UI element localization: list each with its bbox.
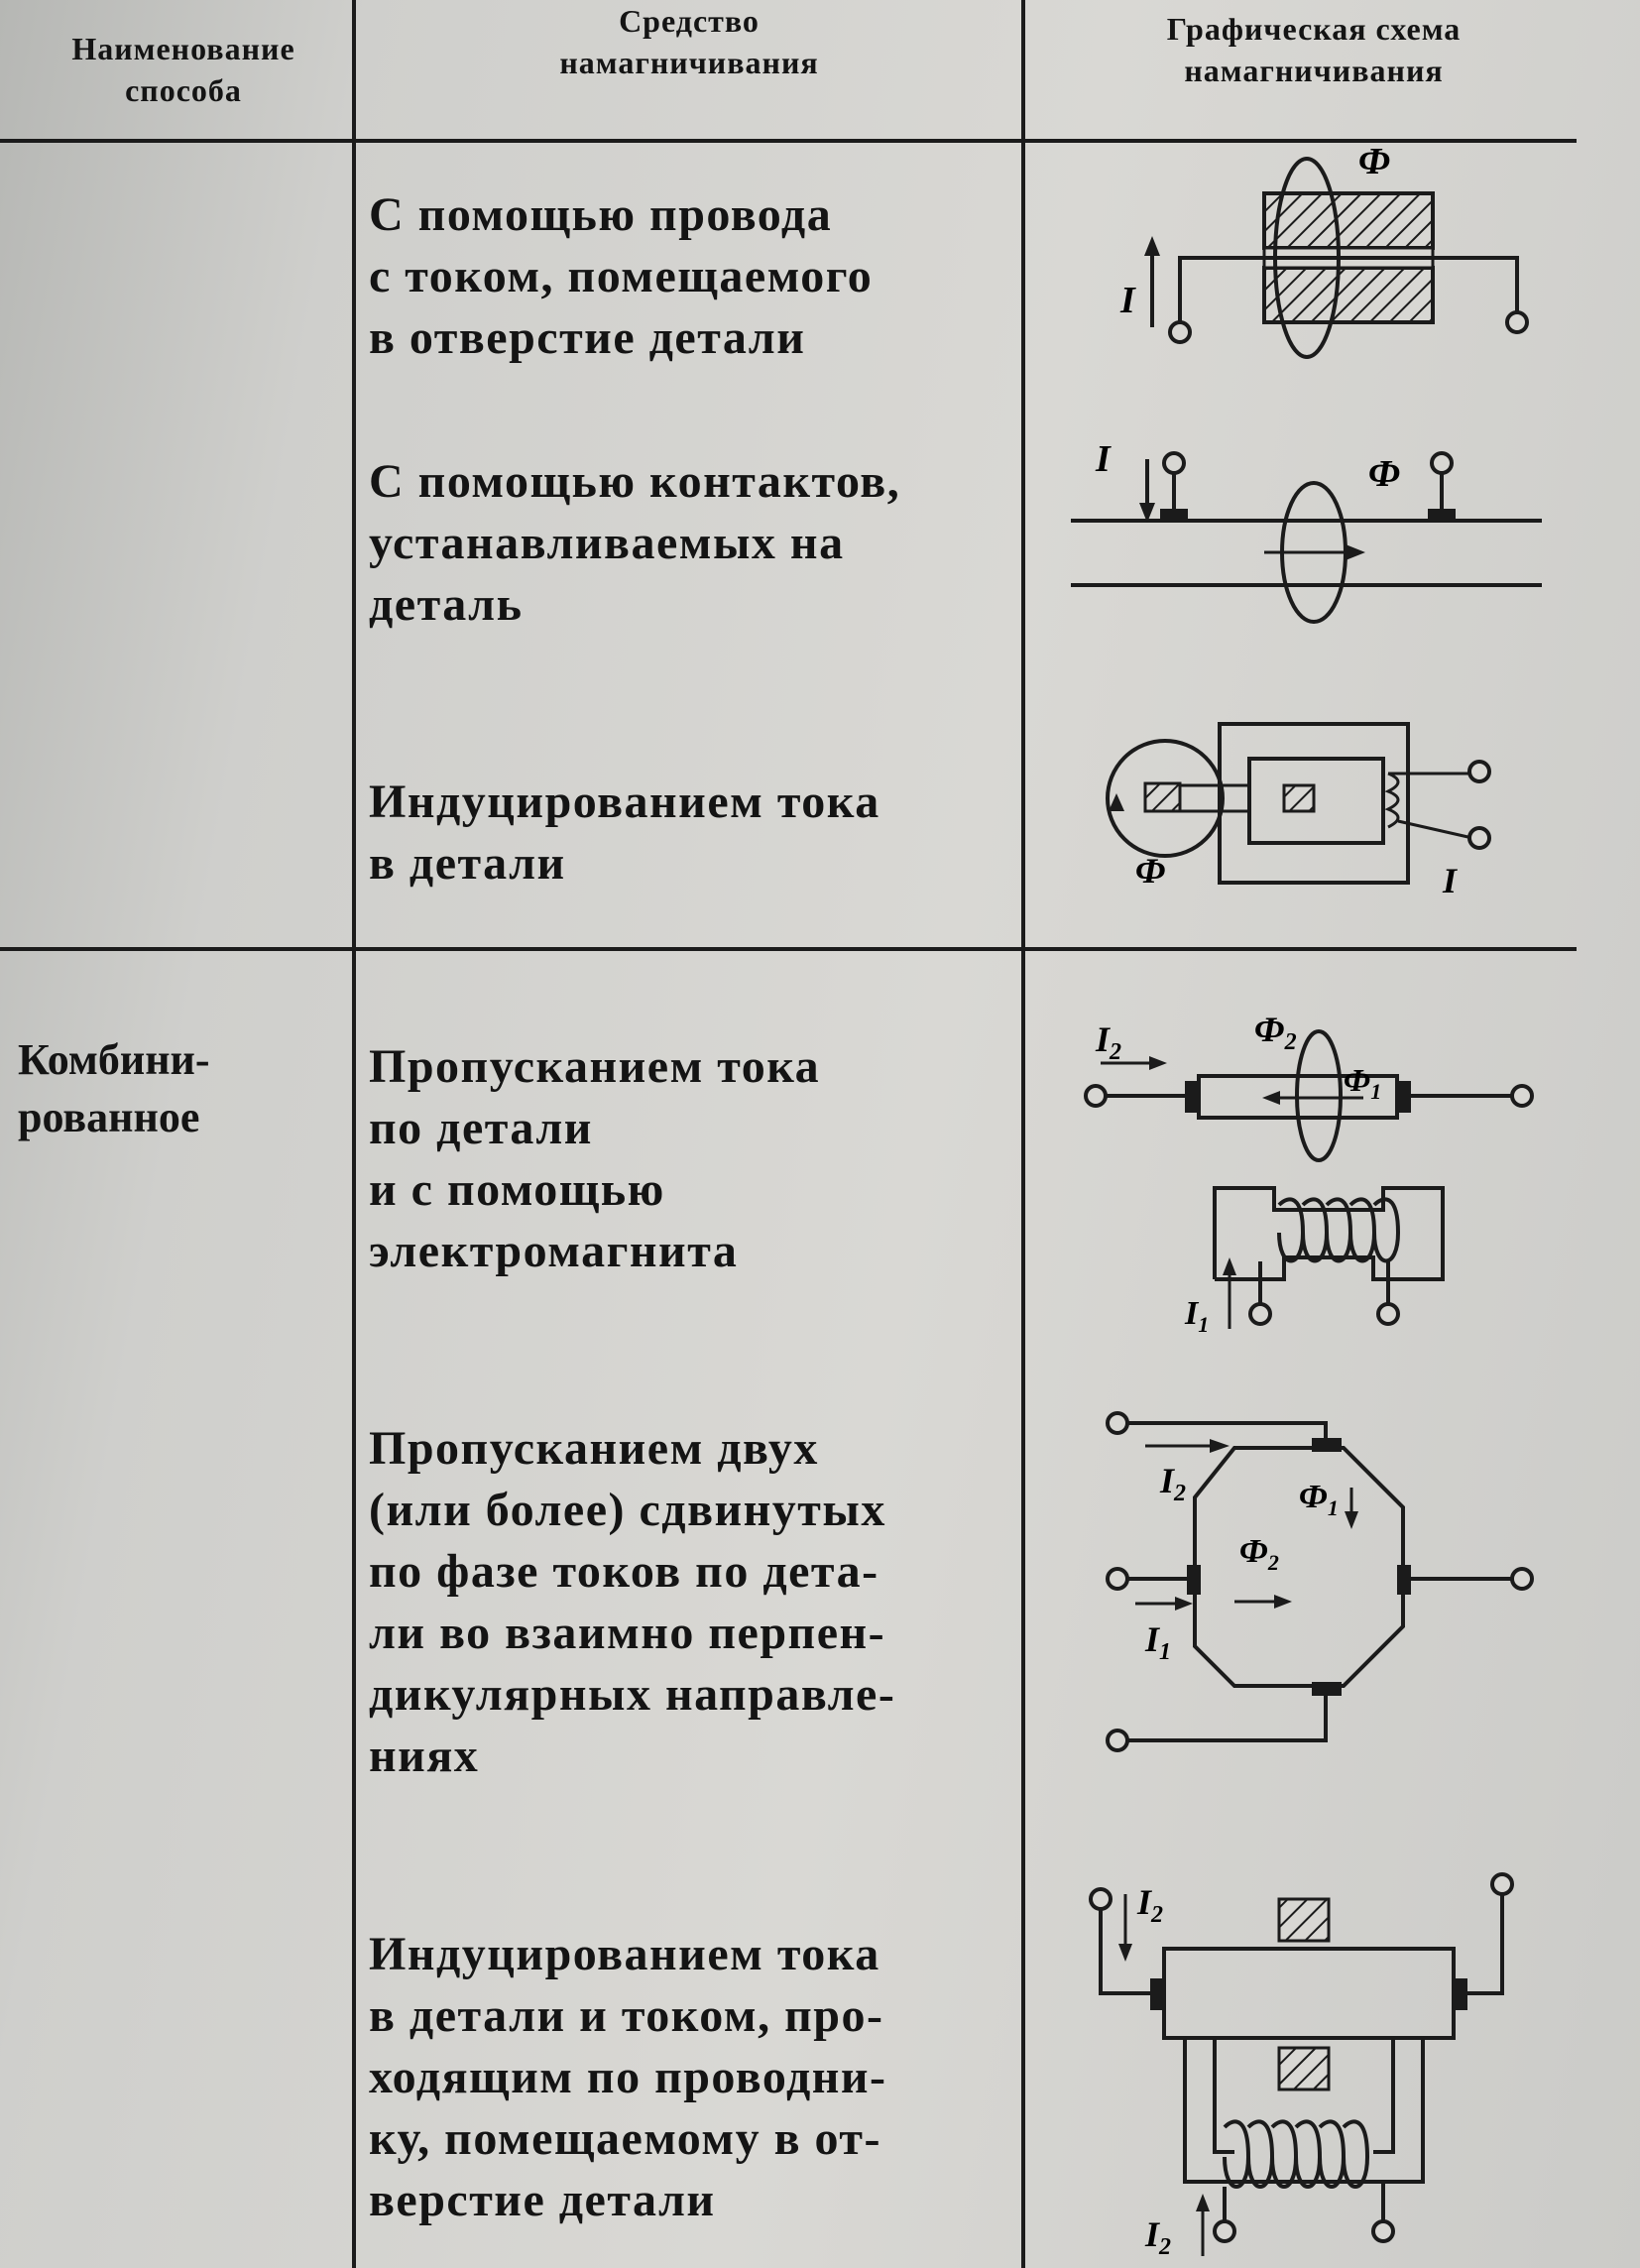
label-F1: $Ф_1$ — [1299, 1479, 1339, 1520]
scheme-two-phase-currents — [1096, 1398, 1552, 1775]
label-I2: $I_2$ — [1137, 1882, 1164, 1928]
scheme-induction-and-conductor — [1076, 1854, 1552, 2261]
label-F2: $Ф_2$ — [1239, 1533, 1279, 1575]
label-I: I — [1120, 280, 1135, 321]
scheme-wire-through-hole — [1081, 139, 1557, 377]
label-I: I — [1443, 861, 1458, 900]
label-F: Ф — [1135, 851, 1166, 891]
row-3-means: Индуцированием тока в детали — [369, 776, 880, 890]
scheme-current-and-electromagnet — [1076, 1002, 1552, 1339]
label-F: Ф — [1368, 453, 1401, 495]
label-I1: $I_1$ — [1145, 1619, 1172, 1665]
label-F1: $Ф_1$ — [1344, 1062, 1382, 1104]
header-scheme: Графическая схема намагничивания — [1166, 11, 1462, 88]
scheme-induction — [1091, 714, 1547, 922]
section-rule — [0, 947, 1577, 951]
label-I2: $I_2$ — [1160, 1461, 1187, 1506]
scheme-contacts-on-part — [1066, 438, 1562, 640]
row-4-method: Комбини- рованное — [18, 1035, 210, 1141]
label-I2: $I_2$ — [1145, 2214, 1172, 2260]
row-1-means: С помощью провода с током, помещаемого в отверстие детали — [369, 188, 874, 364]
label-I: I — [1096, 438, 1111, 480]
header-means: Средство намагничивания — [559, 3, 819, 80]
label-I2: $I_2$ — [1096, 1019, 1122, 1065]
column-divider-1 — [352, 0, 356, 2268]
row-6-means: Индуцированием тока в детали и током, про- ходящим по проводни- ку, помещаемому в от- верстие детали — [369, 1928, 887, 2226]
label-F2: $Ф_2$ — [1254, 1010, 1297, 1055]
label-F: Ф — [1358, 141, 1391, 182]
row-5-means: Пропусканием двух (или более) сдвинутых по фазе токов по дета- ли во взаимно перпен- дикулярных направле- ниях — [369, 1422, 896, 1782]
row-2-means: С помощью контактов, устанавливаемых на деталь — [369, 455, 901, 631]
column-divider-2 — [1021, 0, 1025, 2268]
label-I1: $I_1$ — [1185, 1295, 1210, 1337]
header-method: Наименование способа — [71, 31, 295, 108]
row-4-means: Пропусканием тока по детали и с помощью электромагнита — [369, 1040, 821, 1277]
